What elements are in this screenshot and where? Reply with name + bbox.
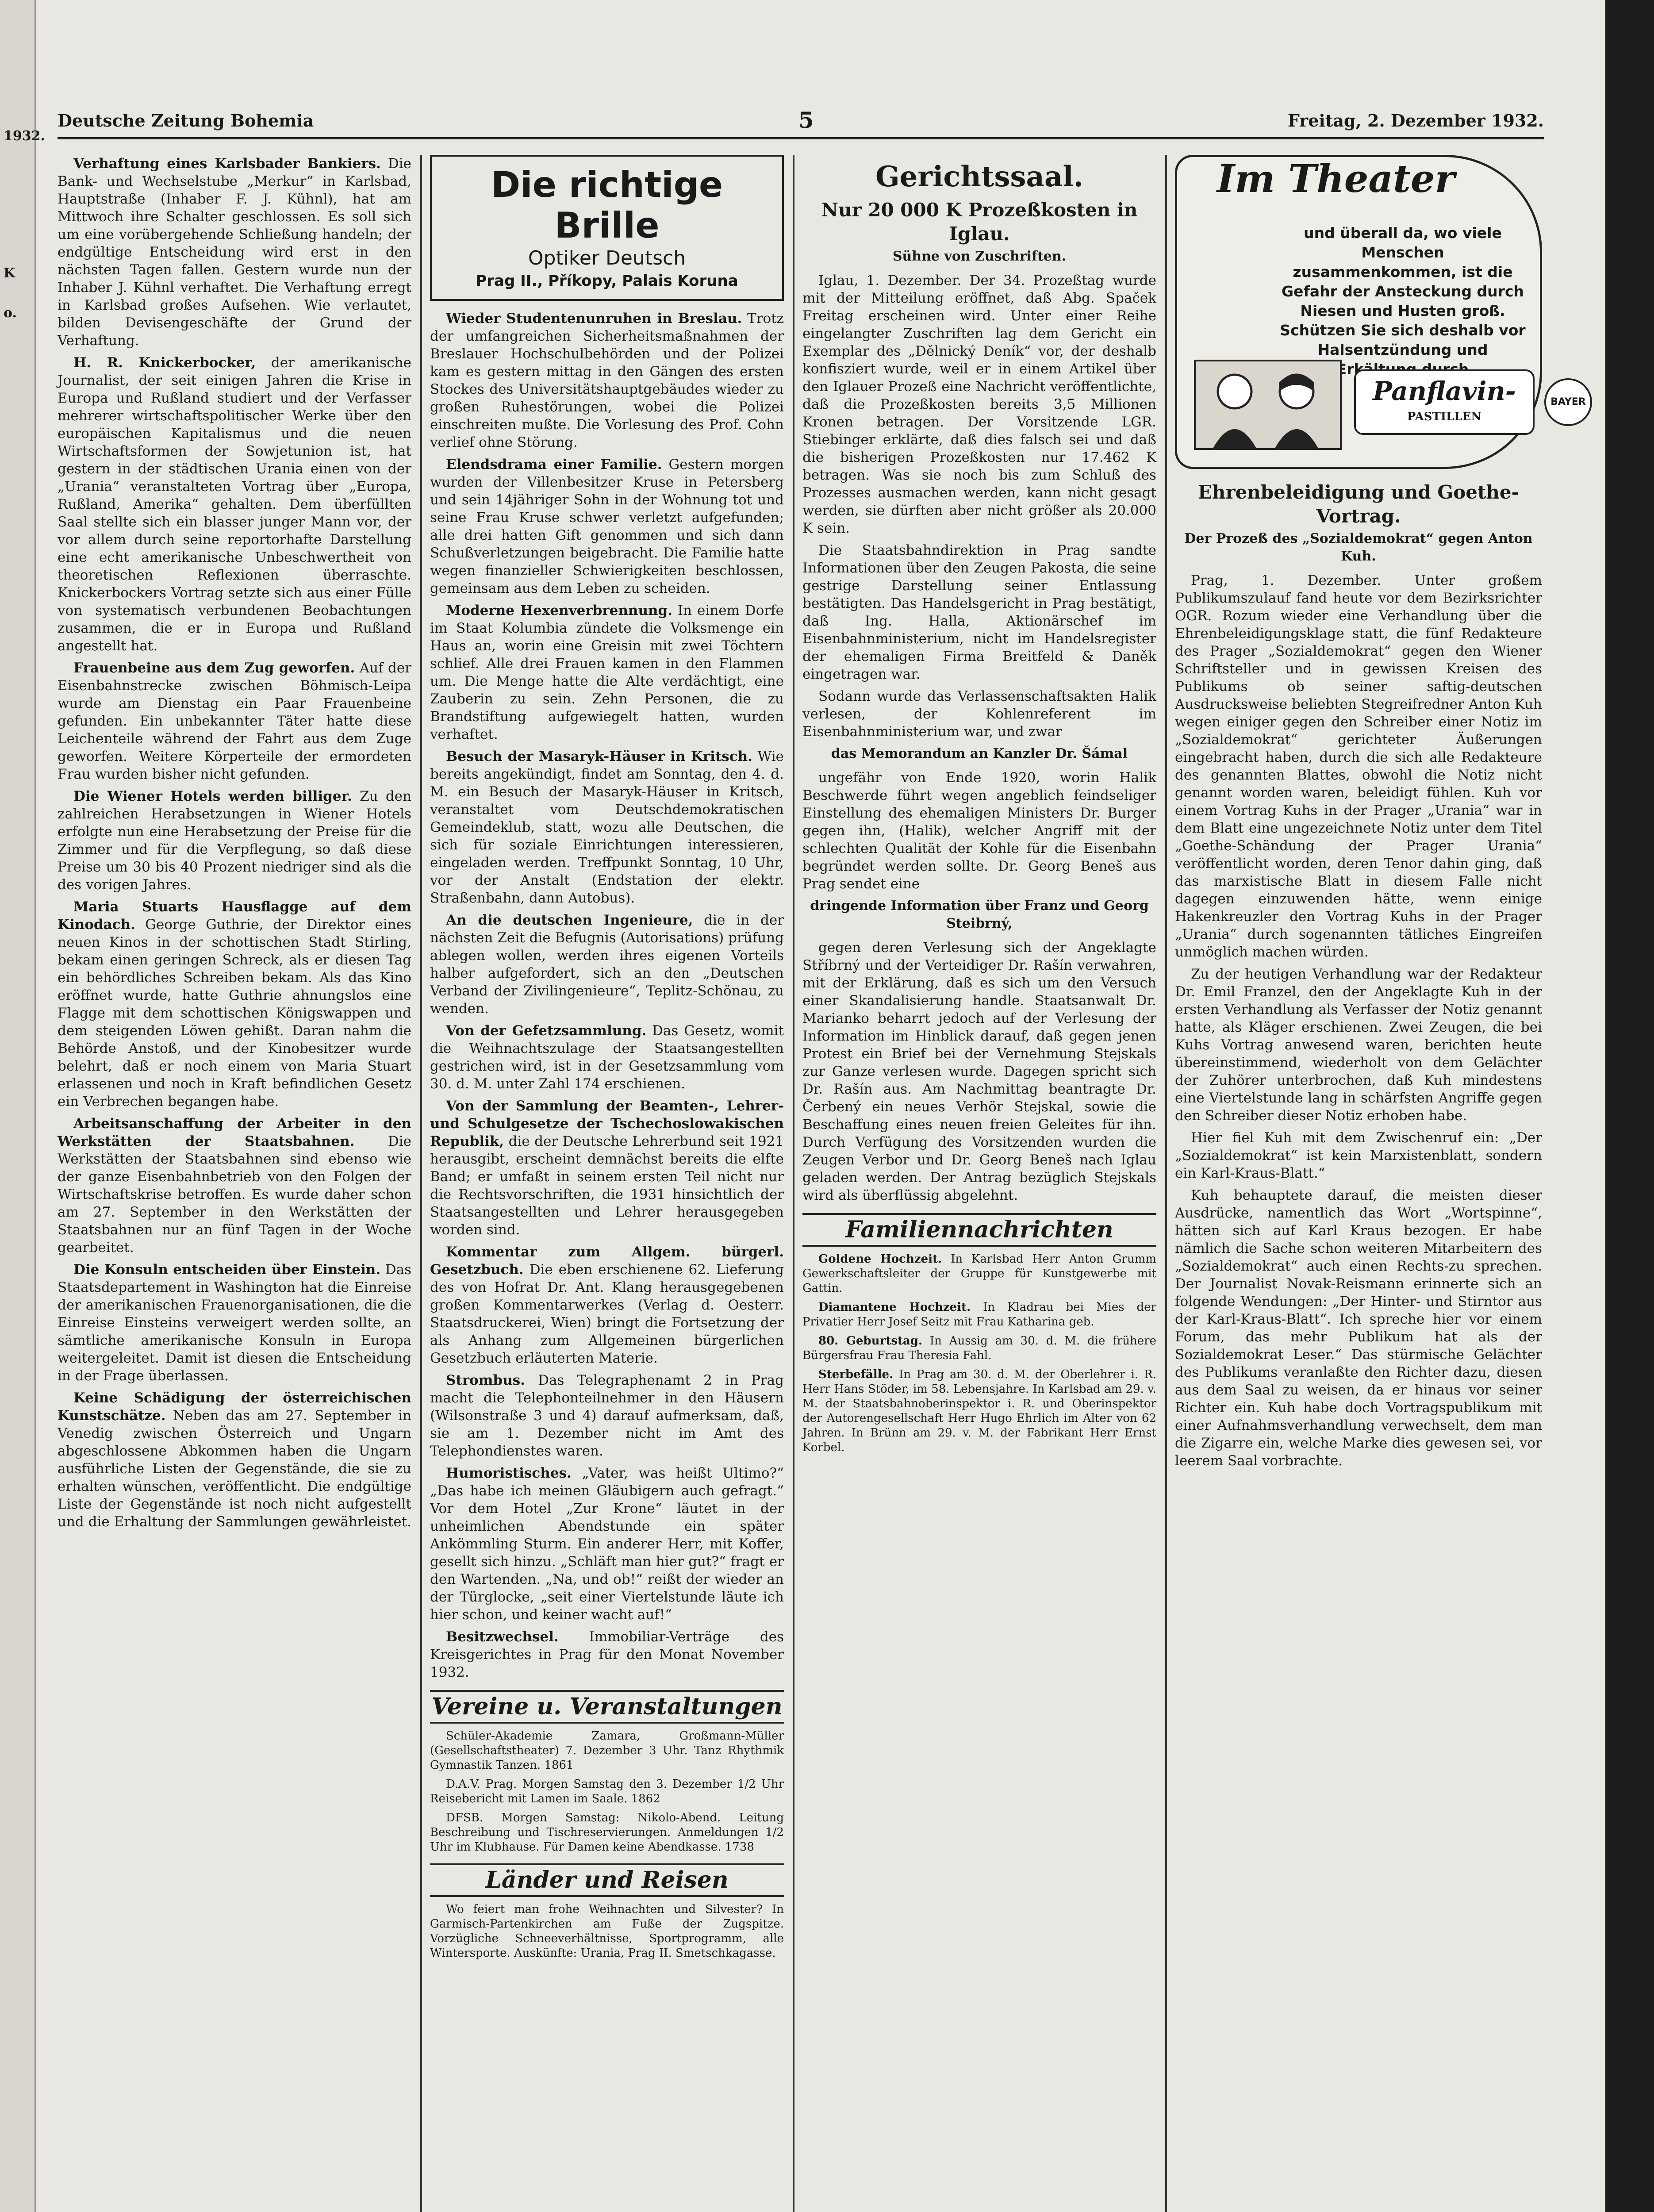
- article: [58, 659, 411, 783]
- article: [430, 1243, 784, 1367]
- article-heading: Besitzwechsel.: [446, 1629, 559, 1645]
- article-headline: Nur 20 000 K Prozeßkosten in Iglau.: [821, 199, 1138, 245]
- article-heading: Sterbefälle.: [818, 1368, 894, 1381]
- paragraph: Kuh behauptete darauf, die meisten dieser Ausdrücke, namentlich das Wort „Wortspinne“, hätten sich auf Karl Kraus bezogen. Er habe nämlich die Sache schon weiteren Mitarbeitern des „Sozialdemokrat“ auch einen Rechts-zu sprechen. Der Journalist Novak-Reismann erinnerte sich an folgende Wendungen: „Der Hinter- und Stirntor aus der Karl-Kraus-Blatt“. Ich spreche hier vor einem Forum, das mehr Publikum hat als der Sozialdemokrat Leser.“ Das stürmische Gelächter des Publikums veranlaßte den Richter dazu, diesen aus dem Saal zu weisen, da er hinaus vor seiner Richter ein. Kuh habe doch Vortragspublikum mit einer Aufnahmsverhandlung verwechselt, dem man die Zigarre ein, welche Marke dies gewesen sei, vor leerem Saal vorbrachte.: [1175, 1187, 1542, 1469]
- article-text: Gestern morgen wurden der Villenbesitzer Kruse in Petersberg und sein 14jähriger Sohn in der Wohnung tot und seine Frau Kruse schwer verletzt aufgefunden; alle drei hatten Gift genommen und sich dann Schußverletzungen beigebracht. Die Familie hatte wegen finanzieller Schwierigkeiten beschlossen, gemeinsam aus dem Leben zu scheiden.: [430, 457, 784, 596]
- article: [58, 787, 411, 894]
- article-text: Wie bereits angekündigt, findet am Sonntag, den 4. d. M. ein Besuch der Masaryk-Häuser in Kritsch, veranstaltet vom Deutschdemokratischen Gemeindeklub, statt, wozu alle Deutschen, die sich für soziale Einrichtungen interessieren, eingeladen werden. Treffpunkt Sonntag, 10 Uhr, vor der Anstalt (Endstation der elektr. Straßenbahn, dann Autobus).: [430, 749, 784, 906]
- ad-company: Optiker Deutsch: [528, 247, 686, 269]
- family-news-heading: Familiennachrichten: [802, 1213, 1156, 1247]
- article-text: In Kladrau bei Mies der Privatier Herr Josef Seitz mit Frau Katharina geb.: [802, 1301, 1157, 1329]
- article-text: Trotz der umfangreichen Sicherheitsmaßnahmen der Breslauer Hochschulbehörden und der Polizei kam es gestern mittag in den Gängen des ersten Stockes des Universitätshauptgebäudes wieder zu großen Ruhestörungen, wobei die Polizei einschreiten mußte. Die Vorlesung des Prof. Cohn verlief ohne Störung.: [430, 311, 784, 450]
- column-3: [802, 155, 1156, 2212]
- information-heading: dringende Information über Franz und Georg Steibrný,: [810, 898, 1149, 931]
- paragraph: Hier fiel Kuh mit dem Zwischenruf ein: „Der „Sozialdemokrat“ ist kein Marxistenblatt, sondern ein Karl-Kraus-Blatt.“: [1175, 1130, 1542, 1181]
- article: [58, 155, 411, 349]
- article-subheadline: Sühne von Zuschriften.: [892, 249, 1067, 264]
- article-text: Das Gesetz, womit die Weihnachtszulage der Staatsangestellten gestrichen wird, ist in der Gesetzsammlung vom 30. d. M. unter Zahl 174 erschienen.: [430, 1023, 784, 1092]
- article-text: In Prag am 30. d. M. der Oberlehrer i. R. Herr Hans Stöder, im 58. Lebensjahre. In Karlsbad am 29. v. M. der Staatsbahnoberinspektor i. R. und Oberinspektor der Autorengesellschaft Herr Hugo Ehrlich im Alter von 62 Jahren. In Brünn am 29. v. M. der Fabrikant Herr Ernst Korbel.: [802, 1368, 1157, 1454]
- newspaper-page: [49, 102, 1586, 2212]
- article: [430, 1097, 784, 1239]
- issue-date: Freitag, 2. Dezember 1932.: [1287, 111, 1544, 131]
- margin-fragment: K: [4, 265, 15, 281]
- article: [430, 1371, 784, 1460]
- paragraph: D.A.V. Prag. Morgen Samstag den 3. Dezember 1/2 Uhr Reisebericht mit Lamen im Saale. 1862: [430, 1778, 784, 1805]
- column-4: [1175, 155, 1586, 2212]
- paragraph: Zu der heutigen Verhandlung war der Redakteur Dr. Emil Franzel, den der Angeklagte Kuh in der ersten Verhandlung als Verfasser der Notiz genannt hatte, als Kläger erschienen. Zwei Zeugen, die bei Kuhs Vortrag anwesend waren, berichten heute übereinstimmend, wiederholt von dem Gelächter der Zuhörer unterbrochen, daß Kuh mindestens eine Viertelstunde lang in schärfsten Angriffe gegen den Schreiber dieser Notiz erhoben habe.: [1175, 966, 1542, 1124]
- paragraph: DFSB. Morgen Samstag: Nikolo-Abend. Leitung Beschreibung und Tischreservierungen. Anmeldungen 1/2 Uhr im Klubhause. Für Damen keine Abendkasse. 1738: [430, 1811, 784, 1854]
- margin-fragment: o.: [4, 305, 17, 321]
- article-text: Das Staatsdepartement in Washington hat die Einreise der amerikanischen Frauenorganisationen, die die Einreise Einsteins verweigert werden sollte, an sämtliche amerikanische Konsuln in Europa weitergeleitet. Damit ist diesen die Entscheidung in der Frage überlassen.: [58, 1262, 411, 1384]
- article-heading: Von der Sammlung der Beamten-, Lehrer- und Schulgesetze der Tschechoslowakischen Republik,: [430, 1098, 784, 1149]
- article-heading: Kommentar zum Allgem. bürgerl. Gesetzbuch.: [430, 1244, 784, 1278]
- article-body: [802, 272, 1156, 741]
- article-text: In Aussig am 30. d. M. die frühere Bürgersfrau Frau Theresia Fahl.: [802, 1334, 1156, 1362]
- article: [430, 456, 784, 597]
- article: [58, 1261, 411, 1385]
- ad-text: und überall da, wo viele Menschen zusammenkommen, ist die Gefahr der Ansteckung durch Niesen und Husten groß. Schützen Sie sich deshalb vor Halsentzündung und: [1280, 224, 1526, 358]
- article-heading: Strombus.: [446, 1372, 525, 1388]
- article-text: Auf der Eisenbahnstrecke zwischen Böhmisch-Leipa wurde am Dienstag ein Paar Frauenbeine gefunden. Ein unbekannter Täter hatte diese Leichenteile während der Fahrt aus dem Zuge geworfen. Weitere Körperteile der ermordeten Frau wurden bisher nicht gefunden.: [58, 660, 411, 782]
- article-heading: Die Wiener Hotels werden billiger.: [73, 788, 352, 804]
- scan-margin-left: [0, 0, 45, 2212]
- bayer-cross-logo: BAYER: [1544, 378, 1592, 426]
- article-heading: Wieder Studentenunruhen in Breslau.: [446, 311, 742, 326]
- article-subheadline: Der Prozeß des „Sozialdemokrat“ gegen Anton Kuh.: [1184, 531, 1533, 564]
- article-text: In Karlsbad Herr Anton Grumm Gewerkschaftsleiter der Gruppe für Kunstgewerbe mit Gattin.: [802, 1252, 1157, 1295]
- article: [802, 1367, 1156, 1455]
- article-heading: Humoristisches.: [446, 1465, 572, 1481]
- article: [802, 1252, 1156, 1296]
- paragraph: Prag, 1. Dezember. Unter großem Publikumszulauf fand heute vor dem Bezirksrichter OGR. Rozum wieder eine Verhandlung über die Ehrenbeleidigungsklage statt, die fünf Redakteure des Prager „Sozialdemokrat“ gegen den Wiener Schriftsteller und in gewissen Kreisen des Publikums ob seiner saftig-deutschen Ausdrucksweise beliebten Stegreifredner Anton Kuh wegen einiger gegen den Schreiber einer Notiz im „Sozialdemokrat“ gerichteter Äußerungen eingebracht haben, durch die sich alle Redakteure des genannten Blattes, obwohl die Notiz nicht genannt worden waren, beleidigt fühlen. Kuh vor einem Vortrag Kuhs in der Prager „Urania“ war in dem Blatt eine ungezeichnete Notiz unter dem Titel „Goethe-Schändung der Prager Urania“ veröffentlicht worden, deren Tenor dahin ging, daß das marxistische Blatt in diesem Falle nicht dagegen einzuwenden hätte, wenn einige Hakenkreuzler den Vortrag Kuhs in der Prager „Urania“ durch sogenannten tätliches Eingreifen unmöglich machen würden.: [1175, 572, 1542, 960]
- article-text: Die eben erschienene 62. Lieferung des von Hofrat Dr. Ant. Klang herausgegebenen großen Kommentarwerkes (Verlag d. Oesterr. Staatsdruckerei, Wien) bringt die Fortsetzung der als Anhang zum Allgemeinen bürgerlichen Gesetzbuch erläuterten Materie.: [430, 1262, 784, 1366]
- paragraph: Die Staatsbahndirektion in Prag sandte Informationen über den Zeugen Pakosta, die seine gestrige Darstellung seiner Entlassung bestätigten. Das Handelsgericht in Prag bestätigt, daß Ing. Halla, Aktionärschef im Eisenbahnministerium, nicht im Handelsregister der ehemaligen Firma Breitfeld & Daněk eingetragen war.: [802, 542, 1156, 682]
- laender-heading: Länder und Reisen: [430, 1863, 784, 1897]
- column-divider: [420, 155, 422, 2212]
- brand-logo: [1354, 369, 1535, 435]
- ad-headline: Die richtige Brille: [491, 164, 723, 246]
- family-news-list: [802, 1252, 1156, 1455]
- vereine-heading: Vereine u. Veranstaltungen: [430, 1690, 784, 1724]
- article-heading: Verhaftung eines Karlsbader Bankiers.: [73, 156, 381, 172]
- vereine-list: [430, 1729, 784, 1855]
- article-heading: Frauenbeine aus dem Zug geworfen.: [73, 660, 355, 676]
- column-divider: [1165, 155, 1167, 2212]
- article-heading: Moderne Hexenverbrennung.: [446, 603, 672, 618]
- memo-heading: das Memorandum an Kanzler Dr. Šámal: [831, 746, 1128, 761]
- article-heading: Maria Stuarts Hausflagge auf dem Kinodach.: [58, 899, 411, 933]
- article-text: „Vater, was heißt Ultimo?“ „Das habe ich meinen Gläubigern auch gefragt.“ Vor dem Hotel „Zur Krone“ läutet in der unheimlichen Abendstunde ein später Ankömmling Sturm. Ein anderer Herr, mit Koffer, gesellt sich hinzu. „Schläft man hier gut?“ fragt er den Wartenden. „Na, und ob!“ reißt der wieder an der Türglocke, „seit einer Viertelstunde läute ich hier schon, und keiner wacht auf!“: [430, 1465, 784, 1623]
- optiker-advertisement: [430, 155, 784, 301]
- article-heading: Besuch der Masaryk-Häuser in Kritsch.: [446, 749, 752, 764]
- ad-title: Im Theater: [1217, 157, 1455, 201]
- ad-address: Prag II., Příkopy, Palais Koruna: [476, 272, 738, 290]
- article-text: Das Telegraphenamt 2 in Prag macht die Telephonteilnehmer in den Häusern (Wilsonstraße 3 und 4) darauf aufmerksam, daß, sie am 1. Dezember nicht im Amt des Telephondienstes waren.: [430, 1372, 784, 1459]
- article: [430, 1628, 784, 1681]
- newspaper-name: Deutsche Zeitung Bohemia: [58, 111, 314, 131]
- article: [58, 898, 411, 1110]
- article-text: Die Werkstätten der Staatsbahnen sind ebenso wie der ganze Eisenbahnbetrieb von den Folgen der Wirtschaftskrise betroffen. Es wurde daher schon am 27. September in den Werkstätten der Staatsbahnen nur an fünf Tagen in der Woche gearbeitet.: [58, 1133, 411, 1256]
- article-heading: An die deutschen Ingenieure,: [446, 912, 693, 928]
- laender-text: Wo feiert man frohe Weihnachten und Silvester? In Garmisch-Partenkirchen am Fuße der Zugspitze. Vorzügliche Schneeverhältnisse, Sportprogramm, alle Wintersporte. Auskünfte: Urania, Prag II. Smetschkagasse.: [430, 1903, 784, 1960]
- article-heading: Elendsdrama einer Familie.: [446, 457, 662, 472]
- article: [802, 1300, 1156, 1329]
- brand-sub: PASTILLEN: [1407, 410, 1482, 423]
- article-text: Immobiliar-Verträge des Kreisgerichtes in Prag für den Monat November 1932.: [430, 1629, 784, 1680]
- article-body: [1175, 572, 1542, 1470]
- article: [58, 1389, 411, 1531]
- brand-name: Panflavin-: [1373, 376, 1516, 406]
- article: [430, 310, 784, 451]
- article-text: der amerikanische Journalist, der seit einigen Jahren die Krise in Europa und Rußland studiert und der Verfasser mehrerer wirtschaftspolitischer Werke über den europäischen Kapitalismus und die neuen Wirtschaftsformen der Sowjetunion ist, hat gestern in der städtischen Urania einen von der „Urania“ veranstalteten Vortrag über „Europa, Rußland, Amerika“ gehalten. Dem überfüllten Saal stellte sich ein blasser junger Mann vor, der vor allem durch seine reportorhafte Darstellung eine echt amerikanische Unbeschwertheit von theoretischen Reflexionen überraschte. Knickerbockers Vortrag setzte sich aus einer Fülle von systematisch verbundenen Beobachtungen zusammen, die er in Europa und Rußland angestellt hat.: [58, 355, 411, 654]
- article-text: Die Bank- und Wechselstube „Merkur“ in Karlsbad, Hauptstraße (Inhaber F. J. Kühnl), hat am Mittwoch ihre Schalter geschlossen. Es soll sich um eine vorübergehende Schließung handeln; der endgültige Entscheidung wird erst in den nächsten Tagen fallen. Gestern wurde nun der Inhaber J. Kühnl verhaftet. Die Verhaftung erregt in Karlsbad großes Aufsehen. Wie verlautet, bilden Devisengeschäfte der Grund der Verhaftung.: [58, 156, 412, 349]
- section-title-gerichtssaal: Gerichtssaal.: [875, 160, 1084, 193]
- article-heading: Von der Gefetzsammlung.: [446, 1023, 647, 1039]
- article: [58, 1115, 411, 1256]
- column-divider: [793, 155, 794, 2212]
- article-heading: 80. Geburtstag.: [818, 1334, 923, 1348]
- article-heading: H. R. Knickerbocker,: [73, 355, 256, 371]
- memo-text: ungefähr von Ende 1920, worin Halik Beschwerde führt wegen angeblich feindseliger Einstellung des ehemaligen Ministers Dr. Burger gegen ihn, (Halik), welcher Angriff mit der schlechten Qualität der Kohle für die Eisenbahn begründet werden sollte. Dr. Georg Beneš aus Prag sendet eine: [802, 770, 1156, 892]
- article-list: [430, 310, 784, 1681]
- article-text: In einem Dorfe im Staat Kolumbia zündete die Volksmenge ein Haus an, worin eine Greisin mit zwei Töchtern schlief. Alle drei Frauen kamen in den Flammen um. Die Menge hatte die Alte verdächtigt, eine Zauberin zu sein. Zehn Personen, die zu Brandstiftung aufgewiegelt hatten, wurden verhaftet.: [430, 603, 784, 742]
- article-heading: Die Konsuln entscheiden über Einstein.: [73, 1262, 381, 1278]
- article-text: die in der nächsten Zeit die Befugnis (Autorisations) prüfung ablegen wollen, werden ihres eigenen Vorteils halber aufgefordert, sich an den „Deutschen Verband der Zivilingenieure“, Teplitz-Schönau, zu wenden.: [430, 912, 784, 1017]
- article-heading: Diamantene Hochzeit.: [818, 1301, 971, 1314]
- article-text: Neben das am 27. September in Venedig zwischen Österreich und Ungarn abgeschlossene Abkommen haben die Ungarn ausführliche Listen der Gegenstände, die sie zu erhalten wünschen, veröffentlicht. Die endgültige Liste der Gegenstände ist noch nicht aufgestellt und die Erhaltung der Sammlungen gewährleistet.: [58, 1408, 411, 1530]
- article: [430, 748, 784, 907]
- article-text: George Guthrie, der Direktor eines neuen Kinos in der schottischen Stadt Stirling, bekam einen geringen Schreck, als er diesen Tag ein behördliches Schreiben bekam. Als das Kino eröffnet wurde, hatte Guthrie ahnungslos eine Flagge mit dem schottischen Königswappen und dem steigenden Löwen gehißt. Daran nahm die Behörde Anstoß, und der Kinobesitzer wurde belehrt, daß er noch einem von Maria Stuart erlassenen und noch in Kraft befindlichen Gesetz ein Verbrechen begangen habe.: [58, 917, 411, 1110]
- article: [802, 1334, 1156, 1363]
- paragraph: Schüler-Akademie Zamara, Großmann-Müller (Gesellschaftstheater) 7. Dezember 3 Uhr. Tanz Rhythmik Gymnastik Tanzen. 1861: [430, 1729, 784, 1772]
- scan-margin-right: [1605, 0, 1654, 2212]
- article: [430, 1022, 784, 1093]
- margin-fragment: 1932.: [4, 128, 45, 144]
- article-headline: Ehrenbeleidigung und Goethe-Vortrag.: [1197, 481, 1520, 527]
- column-1: [58, 155, 411, 2212]
- column-2: [430, 155, 784, 2212]
- paragraph: Sodann wurde das Verlassenschaftsakten Halik verlesen, der Kohlenreferent im Eisenbahnministerium war, und zwar: [802, 688, 1156, 740]
- page-header: [58, 102, 1544, 139]
- article: [430, 1464, 784, 1624]
- article-heading: Arbeitsanschaffung der Arbeiter in den Werkstätten der Staatsbahnen.: [58, 1116, 411, 1149]
- article: [430, 602, 784, 743]
- article-text: Zu den zahlreichen Herabsetzungen in Wiener Hotels erfolgte nun eine Herabsetzung der Preise für die Zimmer und für die Verpflegung, so daß diese Preise um 30 bis 40 Prozent niedriger sind als die des vorigen Jahres.: [58, 788, 412, 893]
- paragraph: Iglau, 1. Dezember. Der 34. Prozeßtag wurde mit der Mitteilung eröffnet, daß Abg. Spaček Freitag erscheinen wird. Unter einer Reihe eingelangter Zuschriften lag dem Gericht ein Exemplar des „Dělnický Deník“ vor, der deshalb konfisziert wurde, weil er in einem Artikel über den Iglauer Prozeß eine Nachricht veröffentlichte, daß die Prozeßkosten bereits 3,5 Millionen Kronen betragen. Der Vorsitzende LGR. Stiebinger erklärte, daß dies falsch sei und daß die bisherigen Prozeßkosten nur 17.462 K betragen. Was sie noch bis zum Schluß des Prozesses ausmachen werden, kann nicht gesagt werden, sie dürften aber nicht größer als 20.000 K sein.: [802, 273, 1156, 536]
- page-number: 5: [798, 107, 814, 133]
- article: [58, 354, 411, 655]
- article-heading: Keine Schädigung der österreichischen Kunstschätze.: [58, 1390, 411, 1424]
- theater-audience-illustration: [1195, 361, 1341, 449]
- article: [430, 911, 784, 1018]
- information-text: gegen deren Verlesung sich der Angeklagte Stříbrný und der Verteidiger Dr. Rašín verwahren, mit der Erklärung, daß es sich um den Versuch einer Skandalisierung handle. Staatsanwalt Dr. Marianko beharrt jedoch auf der Verlesung der Information im Hinblick darauf, daß gegen jenen Protest ein Brief bei der Vernehmung Stejskals zur Ganze verlesen wurde. Dagegen spricht sich Dr. Rašín aus. Am Nachmittag beantragte Dr. Čerbený ein neues Verhör Stejskal, sowie die Beschaffung eines neuen freien Geleites für ihn. Durch Verfügung des Vorsitzenden wurden die Zeugen Verbor und Dr. Georg Beneš nach Iglau geladen werden. Der Antrag bezüglich Stejskals wird als überflüssig abgelehnt.: [802, 940, 1156, 1203]
- panflavin-advertisement: [1175, 155, 1586, 469]
- article-heading: Goldene Hochzeit.: [818, 1252, 942, 1266]
- article-text: die der Deutsche Lehrerbund seit 1921 herausgibt, erscheint demnächst bereits die elfte Band; er umfaßt in seinem ersten Teil nicht nur die Rechtsvorschriften, die 1931 hinsichtlich der Staatsangestellten und Lehrer herausgegeben worden sind.: [430, 1133, 784, 1238]
